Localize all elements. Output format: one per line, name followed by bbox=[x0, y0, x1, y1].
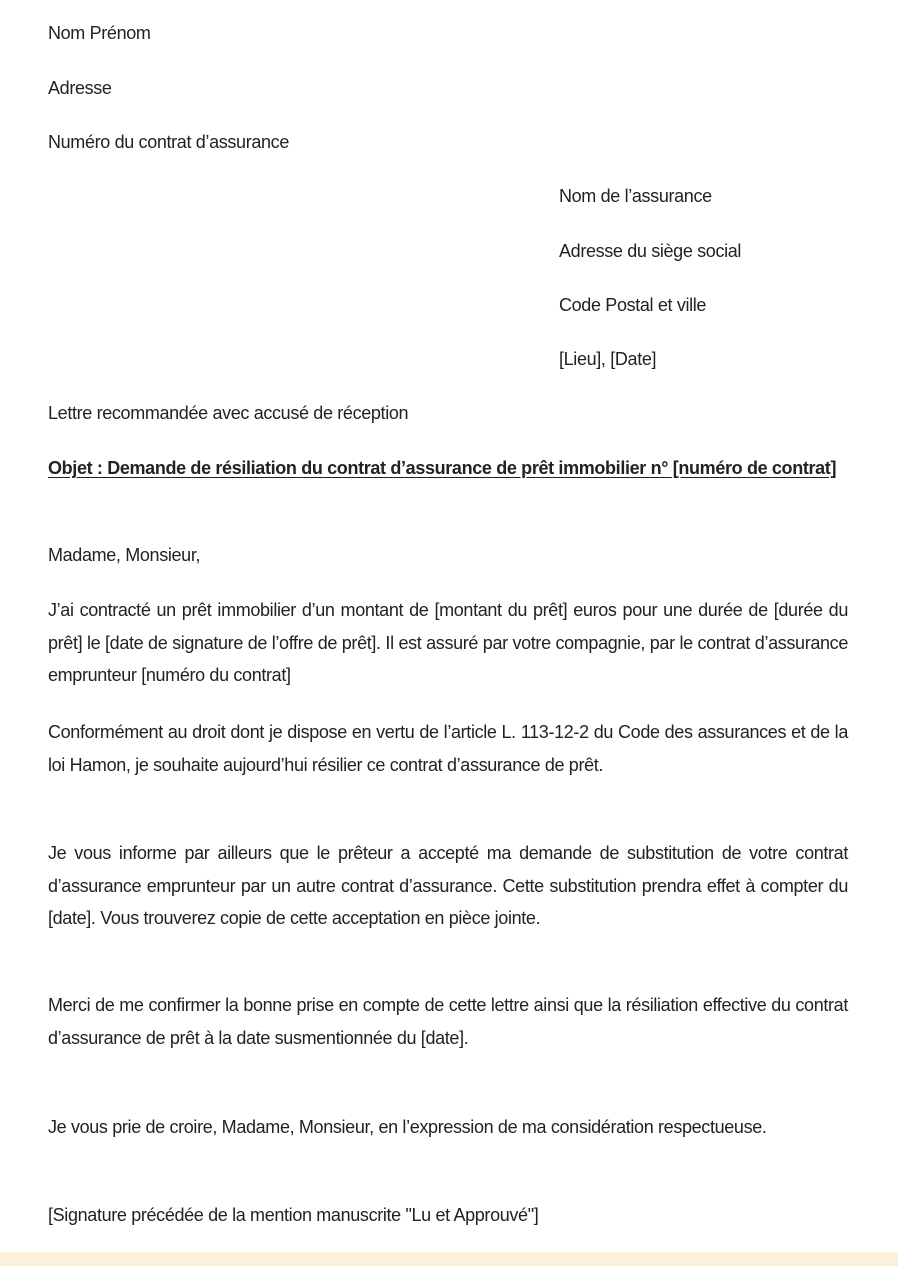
recipient-name: Nom de l’assurance bbox=[559, 186, 712, 206]
place-date: [Lieu], [Date] bbox=[559, 349, 657, 369]
paragraph-loan: J’ai contracté un prêt immobilier d’un montant de [montant du prêt] euros pour une durée de [durée du prêt] le [date de signature de l’offre de prêt]. Il est assuré par votre compagnie, par le contrat d’assurance emprunteur [numéro du contrat] bbox=[48, 600, 848, 685]
sender-name: Nom Prénom bbox=[48, 23, 151, 43]
paragraph-substitution: Je vous informe par ailleurs que le prêteur a accepté ma demande de substitution de votre contrat d’assurance emprunteur par un autre contrat d’assurance. Cette substitution prendra effet à compter du [date]. Vous trouverez copie de cette acceptation en pièce jointe. bbox=[48, 843, 848, 928]
paragraph-closing: Je vous prie de croire, Madame, Monsieur, en l’expression de ma considération respectueuse. bbox=[48, 1117, 767, 1137]
sender-contract-number: Numéro du contrat d’assurance bbox=[48, 132, 289, 152]
footer-bar bbox=[0, 1252, 898, 1266]
paragraph-legal-basis: Conformément au droit dont je dispose en vertu de l’article L. 113-12-2 du Code des assurances et de la loi Hamon, je souhaite aujourd’hui résilier ce contrat d’assurance de prêt. bbox=[48, 722, 848, 775]
signature-note: [Signature précédée de la mention manuscrite "Lu et Approuvé"] bbox=[48, 1205, 539, 1225]
paragraph-confirmation: Merci de me confirmer la bonne prise en compte de cette lettre ainsi que la résiliation effective du contrat d’assurance de prêt à la date susmentionnée du [date]. bbox=[48, 995, 848, 1048]
delivery-mode: Lettre recommandée avec accusé de réception bbox=[48, 403, 409, 423]
sender-address: Adresse bbox=[48, 78, 112, 98]
recipient-postal-city: Code Postal et ville bbox=[559, 295, 707, 315]
salutation: Madame, Monsieur, bbox=[48, 545, 201, 565]
subject-line: Objet : Demande de résiliation du contrat d’assurance de prêt immobilier n° [numéro de contrat] bbox=[48, 458, 837, 478]
recipient-address: Adresse du siège social bbox=[559, 241, 742, 261]
